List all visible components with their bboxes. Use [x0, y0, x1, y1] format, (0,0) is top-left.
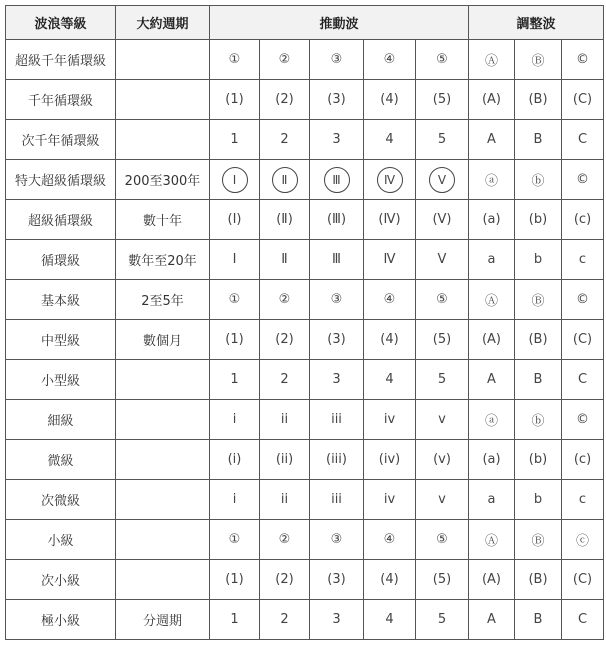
- table-row: [6, 520, 604, 560]
- corrective-wave-cell: b: [515, 240, 562, 280]
- period-cell: 數十年: [116, 200, 210, 240]
- corrective-wave-cell: A: [469, 360, 515, 400]
- impulse-wave-cell: (Ⅲ): [310, 200, 364, 240]
- degree-cell: 超級千年循環級: [6, 40, 116, 80]
- impulse-wave-cell: v: [416, 400, 469, 440]
- impulse-wave-cell: (Ⅱ): [260, 200, 310, 240]
- impulse-wave-cell: 1: [210, 360, 260, 400]
- corrective-wave-cell: c: [562, 480, 604, 520]
- impulse-wave-cell: 3: [310, 360, 364, 400]
- period-cell: [116, 440, 210, 480]
- header-corrective: 調整波: [469, 6, 604, 40]
- impulse-wave-cell: i: [210, 400, 260, 440]
- impulse-wave-cell: ④: [364, 280, 416, 320]
- impulse-wave-cell: ②: [260, 520, 310, 560]
- impulse-wave-cell: 1: [210, 120, 260, 160]
- corrective-wave-cell: Ⓑ: [515, 520, 562, 560]
- impulse-wave-cell: ①: [210, 520, 260, 560]
- degree-cell: 小級: [6, 520, 116, 560]
- table-row: [6, 560, 604, 600]
- impulse-wave-cell: i: [210, 480, 260, 520]
- impulse-wave-cell: Ⅳ: [364, 240, 416, 280]
- corrective-wave-cell: (c): [562, 440, 604, 480]
- degree-cell: 中型級: [6, 320, 116, 360]
- corrective-wave-cell: C: [562, 600, 604, 640]
- impulse-wave-cell: (Ⅳ): [364, 200, 416, 240]
- circled-wave-label: Ⅳ: [377, 167, 403, 193]
- table-row: [6, 480, 604, 520]
- impulse-wave-cell: 3: [310, 120, 364, 160]
- impulse-wave-cell: v: [416, 480, 469, 520]
- impulse-wave-cell: (ii): [260, 440, 310, 480]
- table-row: [6, 40, 604, 80]
- impulse-wave-cell: ①: [210, 40, 260, 80]
- impulse-wave-cell: Ⅴ: [416, 240, 469, 280]
- header-impulse: 推動波: [210, 6, 469, 40]
- impulse-wave-cell: ③: [310, 40, 364, 80]
- period-cell: [116, 560, 210, 600]
- degree-cell: 小型級: [6, 360, 116, 400]
- corrective-wave-cell: (A): [469, 560, 515, 600]
- impulse-wave-cell: 3: [310, 600, 364, 640]
- impulse-wave-cell: (iv): [364, 440, 416, 480]
- period-cell: [116, 480, 210, 520]
- corrective-wave-cell: C: [562, 120, 604, 160]
- corrective-wave-cell: ©: [562, 160, 604, 200]
- impulse-wave-cell: 2: [260, 120, 310, 160]
- wave-degree-table: [5, 5, 604, 640]
- corrective-wave-cell: (b): [515, 440, 562, 480]
- impulse-wave-cell: ③: [310, 280, 364, 320]
- impulse-wave-cell: (2): [260, 320, 310, 360]
- table-row: [6, 160, 604, 200]
- corrective-wave-cell: B: [515, 600, 562, 640]
- impulse-wave-cell: (5): [416, 560, 469, 600]
- corrective-wave-cell: ⓑ: [515, 160, 562, 200]
- impulse-wave-cell: 4: [364, 120, 416, 160]
- corrective-wave-cell: a: [469, 240, 515, 280]
- corrective-wave-cell: (C): [562, 80, 604, 120]
- impulse-wave-cell: (4): [364, 80, 416, 120]
- corrective-wave-cell: (A): [469, 80, 515, 120]
- impulse-wave-cell: [210, 160, 260, 200]
- impulse-wave-cell: [364, 160, 416, 200]
- period-cell: [116, 360, 210, 400]
- header-period: 大約週期: [116, 6, 210, 40]
- impulse-wave-cell: Ⅱ: [260, 240, 310, 280]
- impulse-wave-cell: 2: [260, 600, 310, 640]
- corrective-wave-cell: B: [515, 360, 562, 400]
- circled-wave-label: Ⅰ: [222, 167, 248, 193]
- corrective-wave-cell: ⓒ: [562, 520, 604, 560]
- degree-cell: 循環級: [6, 240, 116, 280]
- degree-cell: 特大超級循環級: [6, 160, 116, 200]
- impulse-wave-cell: 4: [364, 600, 416, 640]
- impulse-wave-cell: 5: [416, 360, 469, 400]
- corrective-wave-cell: (A): [469, 320, 515, 360]
- period-cell: 分週期: [116, 600, 210, 640]
- degree-cell: 超級循環級: [6, 200, 116, 240]
- impulse-wave-cell: (3): [310, 80, 364, 120]
- corrective-wave-cell: c: [562, 240, 604, 280]
- impulse-wave-cell: 2: [260, 360, 310, 400]
- impulse-wave-cell: (iii): [310, 440, 364, 480]
- degree-cell: 細級: [6, 400, 116, 440]
- impulse-wave-cell: 5: [416, 120, 469, 160]
- table-body: [6, 40, 604, 640]
- table-header-row: [6, 6, 604, 40]
- degree-cell: 次微級: [6, 480, 116, 520]
- impulse-wave-cell: (2): [260, 560, 310, 600]
- impulse-wave-cell: (4): [364, 560, 416, 600]
- impulse-wave-cell: Ⅰ: [210, 240, 260, 280]
- period-cell: 200至300年: [116, 160, 210, 200]
- period-cell: 2至5年: [116, 280, 210, 320]
- corrective-wave-cell: (B): [515, 320, 562, 360]
- impulse-wave-cell: (1): [210, 80, 260, 120]
- impulse-wave-cell: (Ⅰ): [210, 200, 260, 240]
- degree-cell: 極小級: [6, 600, 116, 640]
- impulse-wave-cell: (4): [364, 320, 416, 360]
- period-cell: [116, 120, 210, 160]
- impulse-wave-cell: ②: [260, 280, 310, 320]
- period-cell: [116, 400, 210, 440]
- corrective-wave-cell: (B): [515, 560, 562, 600]
- impulse-wave-cell: Ⅲ: [310, 240, 364, 280]
- corrective-wave-cell: ⓐ: [469, 400, 515, 440]
- period-cell: [116, 80, 210, 120]
- impulse-wave-cell: (i): [210, 440, 260, 480]
- degree-cell: 基本級: [6, 280, 116, 320]
- corrective-wave-cell: Ⓐ: [469, 280, 515, 320]
- corrective-wave-cell: ©: [562, 40, 604, 80]
- impulse-wave-cell: iii: [310, 480, 364, 520]
- corrective-wave-cell: B: [515, 120, 562, 160]
- corrective-wave-cell: (C): [562, 320, 604, 360]
- impulse-wave-cell: ③: [310, 520, 364, 560]
- impulse-wave-cell: (3): [310, 320, 364, 360]
- degree-cell: 次小級: [6, 560, 116, 600]
- table-row: [6, 200, 604, 240]
- table-row: [6, 440, 604, 480]
- impulse-wave-cell: 5: [416, 600, 469, 640]
- corrective-wave-cell: Ⓐ: [469, 520, 515, 560]
- impulse-wave-cell: iv: [364, 480, 416, 520]
- impulse-wave-cell: [310, 160, 364, 200]
- impulse-wave-cell: ④: [364, 520, 416, 560]
- corrective-wave-cell: Ⓐ: [469, 40, 515, 80]
- impulse-wave-cell: (Ⅴ): [416, 200, 469, 240]
- corrective-wave-cell: ⓑ: [515, 400, 562, 440]
- period-cell: 數年至20年: [116, 240, 210, 280]
- table-row: [6, 320, 604, 360]
- corrective-wave-cell: A: [469, 120, 515, 160]
- impulse-wave-cell: iii: [310, 400, 364, 440]
- impulse-wave-cell: ⑤: [416, 520, 469, 560]
- corrective-wave-cell: C: [562, 360, 604, 400]
- impulse-wave-cell: ii: [260, 400, 310, 440]
- impulse-wave-cell: (5): [416, 320, 469, 360]
- corrective-wave-cell: (b): [515, 200, 562, 240]
- impulse-wave-cell: ii: [260, 480, 310, 520]
- period-cell: [116, 520, 210, 560]
- impulse-wave-cell: 4: [364, 360, 416, 400]
- period-cell: 數個月: [116, 320, 210, 360]
- table-row: [6, 600, 604, 640]
- circled-wave-label: Ⅱ: [272, 167, 298, 193]
- impulse-wave-cell: ④: [364, 40, 416, 80]
- table-row: [6, 280, 604, 320]
- corrective-wave-cell: ©: [562, 400, 604, 440]
- corrective-wave-cell: Ⓑ: [515, 40, 562, 80]
- impulse-wave-cell: iv: [364, 400, 416, 440]
- corrective-wave-cell: (C): [562, 560, 604, 600]
- corrective-wave-cell: A: [469, 600, 515, 640]
- corrective-wave-cell: a: [469, 480, 515, 520]
- circled-wave-label: Ⅲ: [324, 167, 350, 193]
- corrective-wave-cell: (a): [469, 440, 515, 480]
- table-row: [6, 400, 604, 440]
- impulse-wave-cell: 1: [210, 600, 260, 640]
- table-row: [6, 360, 604, 400]
- degree-cell: 千年循環級: [6, 80, 116, 120]
- impulse-wave-cell: ⑤: [416, 40, 469, 80]
- table-row: [6, 80, 604, 120]
- impulse-wave-cell: (v): [416, 440, 469, 480]
- impulse-wave-cell: (2): [260, 80, 310, 120]
- impulse-wave-cell: ②: [260, 40, 310, 80]
- table-row: [6, 240, 604, 280]
- corrective-wave-cell: ©: [562, 280, 604, 320]
- corrective-wave-cell: b: [515, 480, 562, 520]
- impulse-wave-cell: ⑤: [416, 280, 469, 320]
- corrective-wave-cell: Ⓑ: [515, 280, 562, 320]
- table-row: [6, 120, 604, 160]
- corrective-wave-cell: (B): [515, 80, 562, 120]
- degree-cell: 次千年循環級: [6, 120, 116, 160]
- impulse-wave-cell: (5): [416, 80, 469, 120]
- circled-wave-label: Ⅴ: [429, 167, 455, 193]
- impulse-wave-cell: (1): [210, 320, 260, 360]
- corrective-wave-cell: ⓐ: [469, 160, 515, 200]
- impulse-wave-cell: (3): [310, 560, 364, 600]
- impulse-wave-cell: ①: [210, 280, 260, 320]
- impulse-wave-cell: [416, 160, 469, 200]
- impulse-wave-cell: [260, 160, 310, 200]
- corrective-wave-cell: (a): [469, 200, 515, 240]
- period-cell: [116, 40, 210, 80]
- degree-cell: 微級: [6, 440, 116, 480]
- corrective-wave-cell: (c): [562, 200, 604, 240]
- impulse-wave-cell: (1): [210, 560, 260, 600]
- header-degree: 波浪等級: [6, 6, 116, 40]
